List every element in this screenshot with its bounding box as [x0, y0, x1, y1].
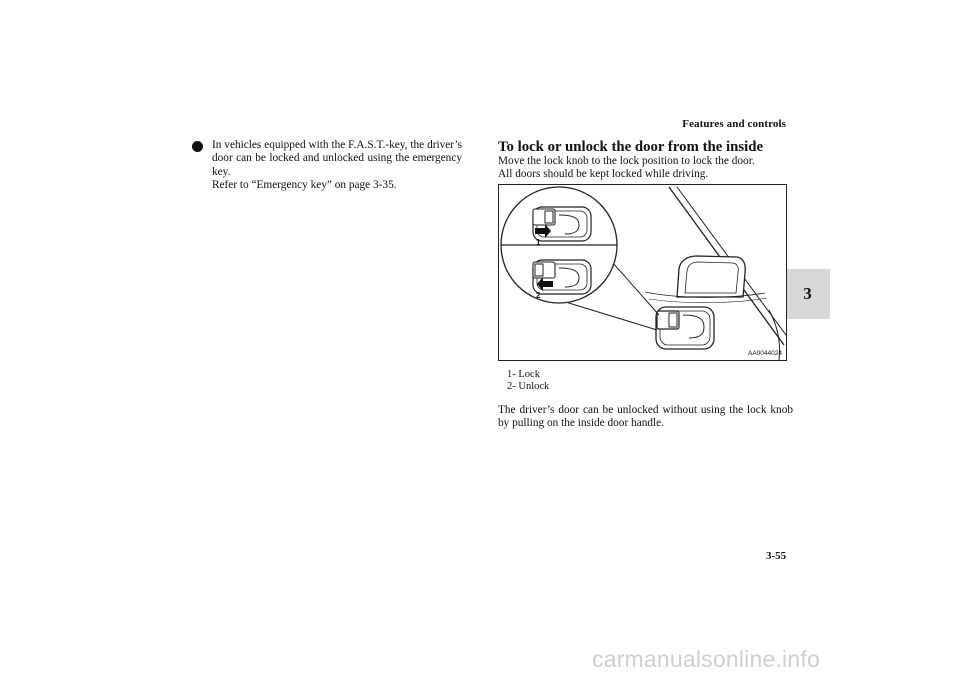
bullet-item: [192, 139, 462, 193]
bullet-line: Refer to “Emergency key” on page 3-35.: [212, 179, 397, 192]
figure-code: AA0044024: [748, 350, 782, 357]
figure-legend: [507, 369, 549, 394]
bullet-icon: [192, 141, 203, 152]
bullet-line: key.: [212, 165, 231, 178]
chapter-tab: 3: [785, 269, 830, 319]
door-lock-figure: [498, 184, 787, 361]
bullet-line: door can be locked and unlocked using the emergency: [212, 152, 462, 165]
section-title: To lock or unlock the door from the inside: [498, 139, 764, 155]
note-paragraph: The driver’s door can be unlocked without using the lock knob by pulling on the inside door handle.: [498, 404, 793, 430]
paragraph-line: Move the lock knob to the lock position to lock the door.: [498, 155, 755, 167]
page-number: 3-55: [766, 550, 787, 562]
door-lock-knob-illustration: [499, 185, 787, 361]
page-header: Features and controls: [682, 118, 786, 130]
legend-item-unlock: 2- Unlock: [507, 381, 550, 393]
callout-1: 1: [536, 238, 541, 247]
paragraph-line: All doors should be kept locked while driving.: [498, 168, 709, 181]
bullet-text: [212, 139, 462, 193]
bullet-line: In vehicles equipped with the F.A.S.T.-key, the driver’s: [212, 139, 462, 151]
callout-2: 2: [536, 291, 541, 300]
watermark-text: carmanualsonline.info: [592, 646, 820, 672]
section-paragraph: [498, 155, 793, 182]
legend-item-lock: 1- Lock: [507, 369, 540, 380]
